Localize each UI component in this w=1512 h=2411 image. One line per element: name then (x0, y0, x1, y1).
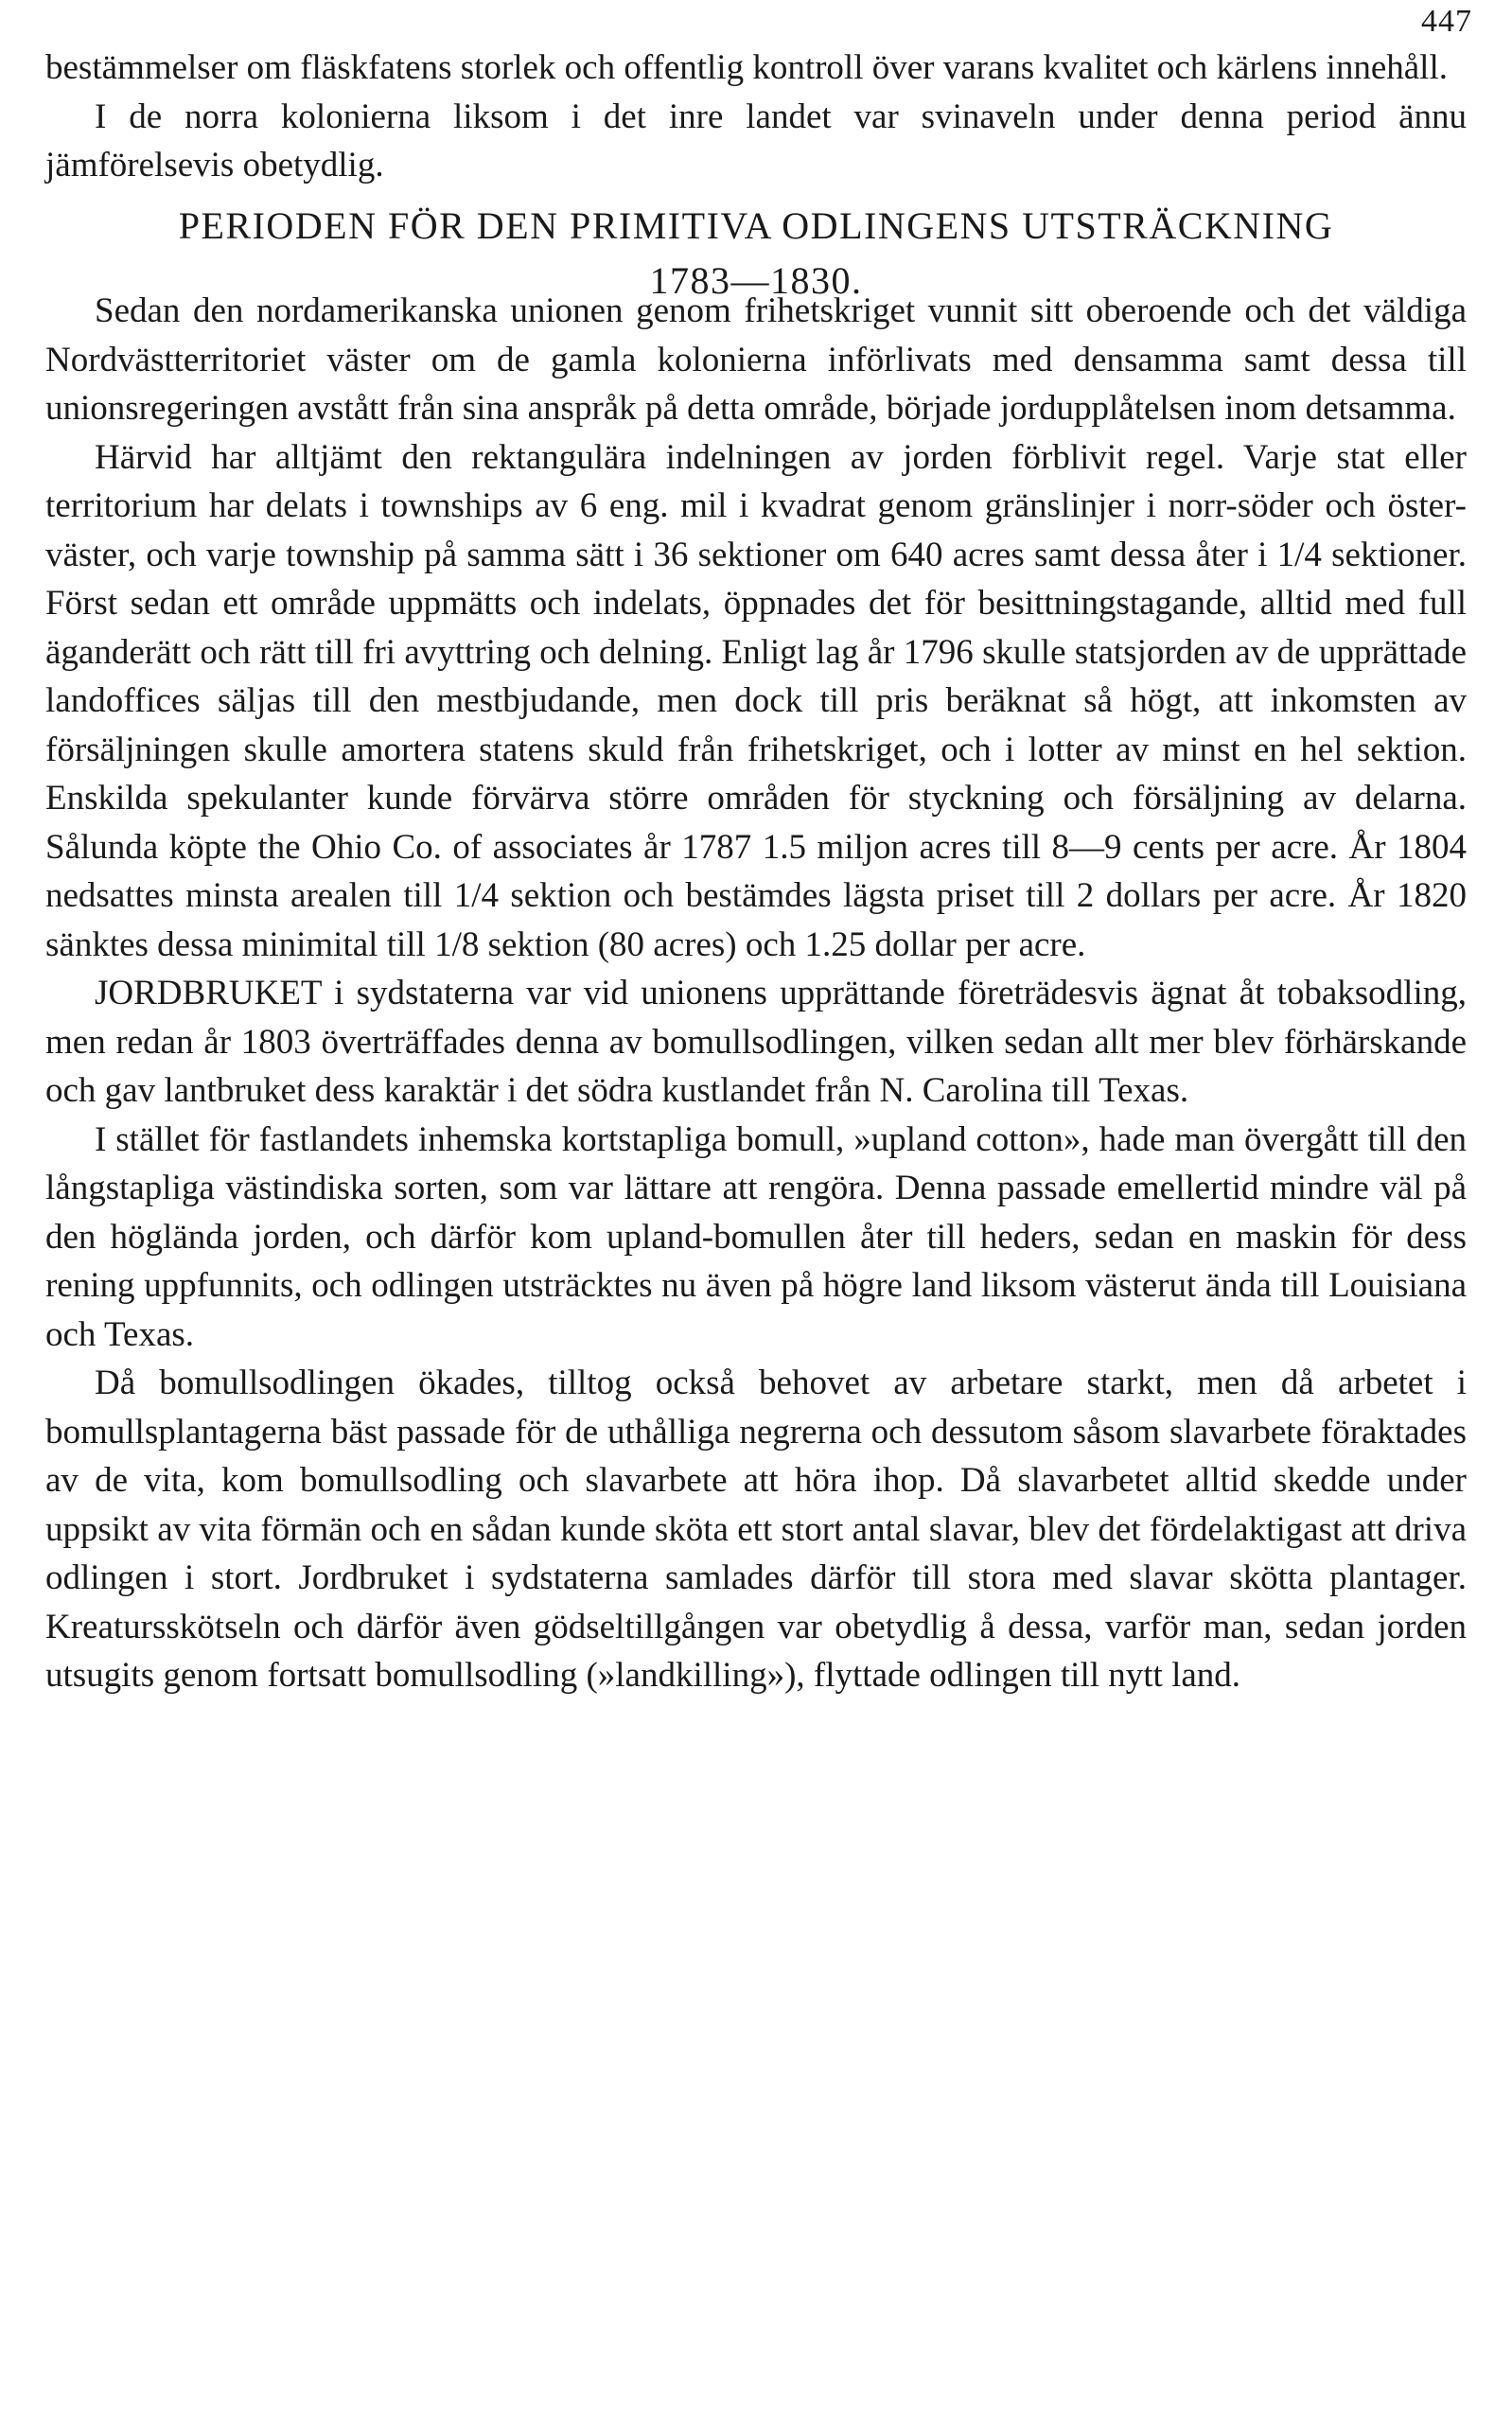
intro-paragraph-continuation: bestämmelser om fläskfatens storlek och offentlig kontroll över varans kvalitet och kärlens innehåll. (45, 48, 1448, 87)
intro-text (45, 44, 1467, 190)
section-heading-years: 1783—1830. (649, 259, 863, 302)
section-heading-title: PERIODEN FÖR DEN PRIMITIVA ODLINGENS UTSTRÄCKNING (178, 204, 1334, 247)
body-paragraph: Sedan den nordamerikanska unionen genom frihetskriget vunnit sitt oberoende och det väldiga Nordvästterritoriet väster om de gamla kolonierna införlivats med densamma samt dessa till unionsregeringen avstått från sina anspråk på detta område, började jordupplåtelsen inom detsamma. (45, 291, 1467, 428)
body-paragraph: I stället för fastlandets inhemska kortstapliga bomull, »upland cotton», hade man övergått till den långstapliga västindiska sorten, som var lättare att rengöra. Denna passade emellertid mindre väl på den höglända jorden, och därför kom upland-bomullen åter till heders, sedan en maskin för dess rening uppfunnits, och odlingen utsträcktes nu även på högre land liksom västerut ända till Louisiana och Texas. (45, 1119, 1467, 1354)
page-number: 447 (1421, 4, 1472, 39)
body-paragraph: Då bomullsodlingen ökades, tilltog också behovet av arbetare starkt, men då arbetet i bomullsplantagerna bäst passade för de uthålliga negrerna och dessutom såsom slavarbete föraktades av de vita, kom bomullsodling och slavarbete att höra ihop. Då slavarbetet alltid skedde under uppsikt av vita förmän och en sådan kunde sköta ett stort antal slavar, blev det fördelaktigast att driva odlingen i stort. Jordbruket i sydstaterna samlades därför till stora med slavar skötta plantager. Kreatursskötseln och därför även gödseltillgången var obetydlig å dessa, varför man, sedan jorden utsugits genom fortsatt bomullsodling (»landkilling»), flyttade odlingen till nytt land. (45, 1364, 1467, 1695)
body-text (45, 287, 1467, 1700)
body-paragraph: JORDBRUKET i sydstaterna var vid unionens upprättande företrädesvis ägnat åt tobaksodling, men redan år 1803 överträffades denna av bomullsodlingen, vilken sedan allt mer blev förhärskande och gav lantbruket dess karaktär i det södra kustlandet från N. Carolina till Texas. (45, 974, 1467, 1110)
intro-paragraph: I de norra kolonierna liksom i det inre landet var svinaveln under denna period ännu jämförelsevis obetydlig. (45, 97, 1467, 185)
body-paragraph: Härvid har alltjämt den rektangulära indelningen av jorden förblivit regel. Varje stat eller territorium har delats i townships av 6 eng. mil i kvadrat genom gränslinjer i norr-söder och öster-väster, och varje township på samma sätt i 36 sektioner om 640 acres samt dessa åter i 1/4 sektioner. Först sedan ett område uppmätts och indelats, öppnades det för besittningstagande, alltid med full äganderätt och rätt till fri avyttring och delning. Enligt lag år 1796 skulle statsjorden av de upprättade landoffices säljas till den mestbjudande, men dock till pris beräknat så högt, att inkomsten av försäljningen skulle amortera statens skuld från frihetskriget, och i lotter av minst en hel sektion. Enskilda spekulanter kunde förvärva större områden för styckning och försäljning av delarna. Sålunda köpte the Ohio Co. of associates år 1787 1.5 miljon acres till 8—9 cents per acre. År 1804 nedsattes minsta arealen till 1/4 sektion och bestämdes lägsta priset till 2 dollars per acre. År 1820 sänktes dessa minimital till 1/8 sektion (80 acres) och 1.25 dollar per acre. (45, 437, 1467, 964)
